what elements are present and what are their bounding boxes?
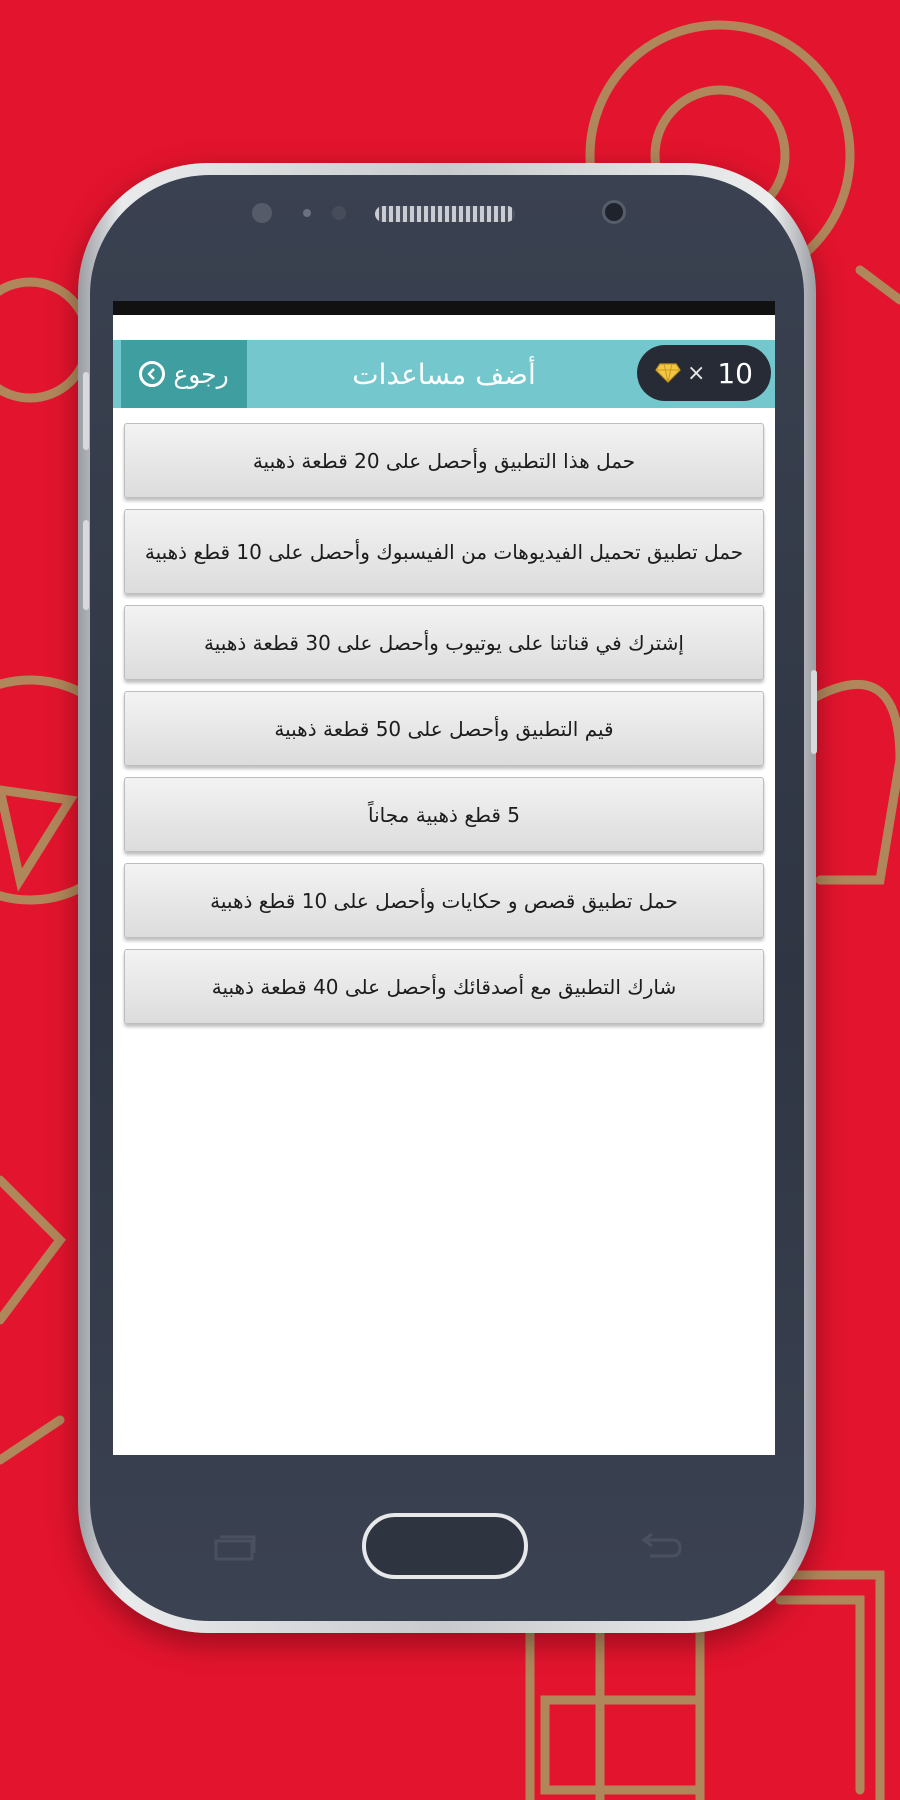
chevron-left-circle-icon bbox=[139, 361, 165, 387]
back-arrow-icon[interactable] bbox=[636, 1532, 684, 1566]
sensor-dot-2 bbox=[332, 206, 346, 220]
help-options-list bbox=[124, 423, 769, 1035]
coin-count: 10 bbox=[717, 356, 753, 390]
option-rate-app-50[interactable]: قيم التطبيق وأحصل على 50 قطعة ذهبية bbox=[124, 691, 764, 766]
coin-balance bbox=[637, 345, 771, 401]
option-subscribe-youtube-30[interactable]: إشترك في قناتنا على يوتيوب وأحصل على 30 قطعة ذهبية bbox=[124, 605, 764, 680]
volume-button bbox=[83, 372, 89, 450]
back-button[interactable] bbox=[121, 340, 247, 408]
option-download-facebook-video-app-10[interactable]: حمل تطبيق تحميل الفيديوهات من الفيسبوك وأحصل على 10 قطع ذهبية bbox=[124, 509, 764, 594]
proximity-sensor bbox=[602, 200, 626, 224]
coin-gem-group bbox=[655, 357, 705, 390]
option-download-stories-app-10[interactable]: حمل تطبيق قصص و حكايات وأحصل على 10 قطع ذهبية bbox=[124, 863, 764, 938]
home-button[interactable] bbox=[362, 1513, 528, 1579]
sensor-dot bbox=[303, 209, 311, 217]
app-header bbox=[113, 340, 775, 408]
option-free-5-coins[interactable]: 5 قطع ذهبية مجاناً bbox=[124, 777, 764, 852]
diamond-icon bbox=[655, 357, 681, 390]
earpiece-speaker bbox=[375, 206, 515, 222]
option-download-app-20[interactable]: حمل هذا التطبيق وأحصل على 20 قطعة ذهبية bbox=[124, 423, 764, 498]
front-camera bbox=[252, 203, 272, 223]
page-title: أضف مساعدات bbox=[352, 357, 536, 391]
back-button-label: رجوع bbox=[173, 359, 229, 389]
side-button-right bbox=[811, 670, 817, 754]
option-share-app-40[interactable]: شارك التطبيق مع أصدقائك وأحصل على 40 قطعة ذهبية bbox=[124, 949, 764, 1024]
power-button bbox=[83, 520, 89, 610]
multiply-symbol: × bbox=[686, 360, 706, 386]
app-screen bbox=[113, 301, 775, 1455]
recent-apps-icon[interactable] bbox=[210, 1533, 258, 1565]
